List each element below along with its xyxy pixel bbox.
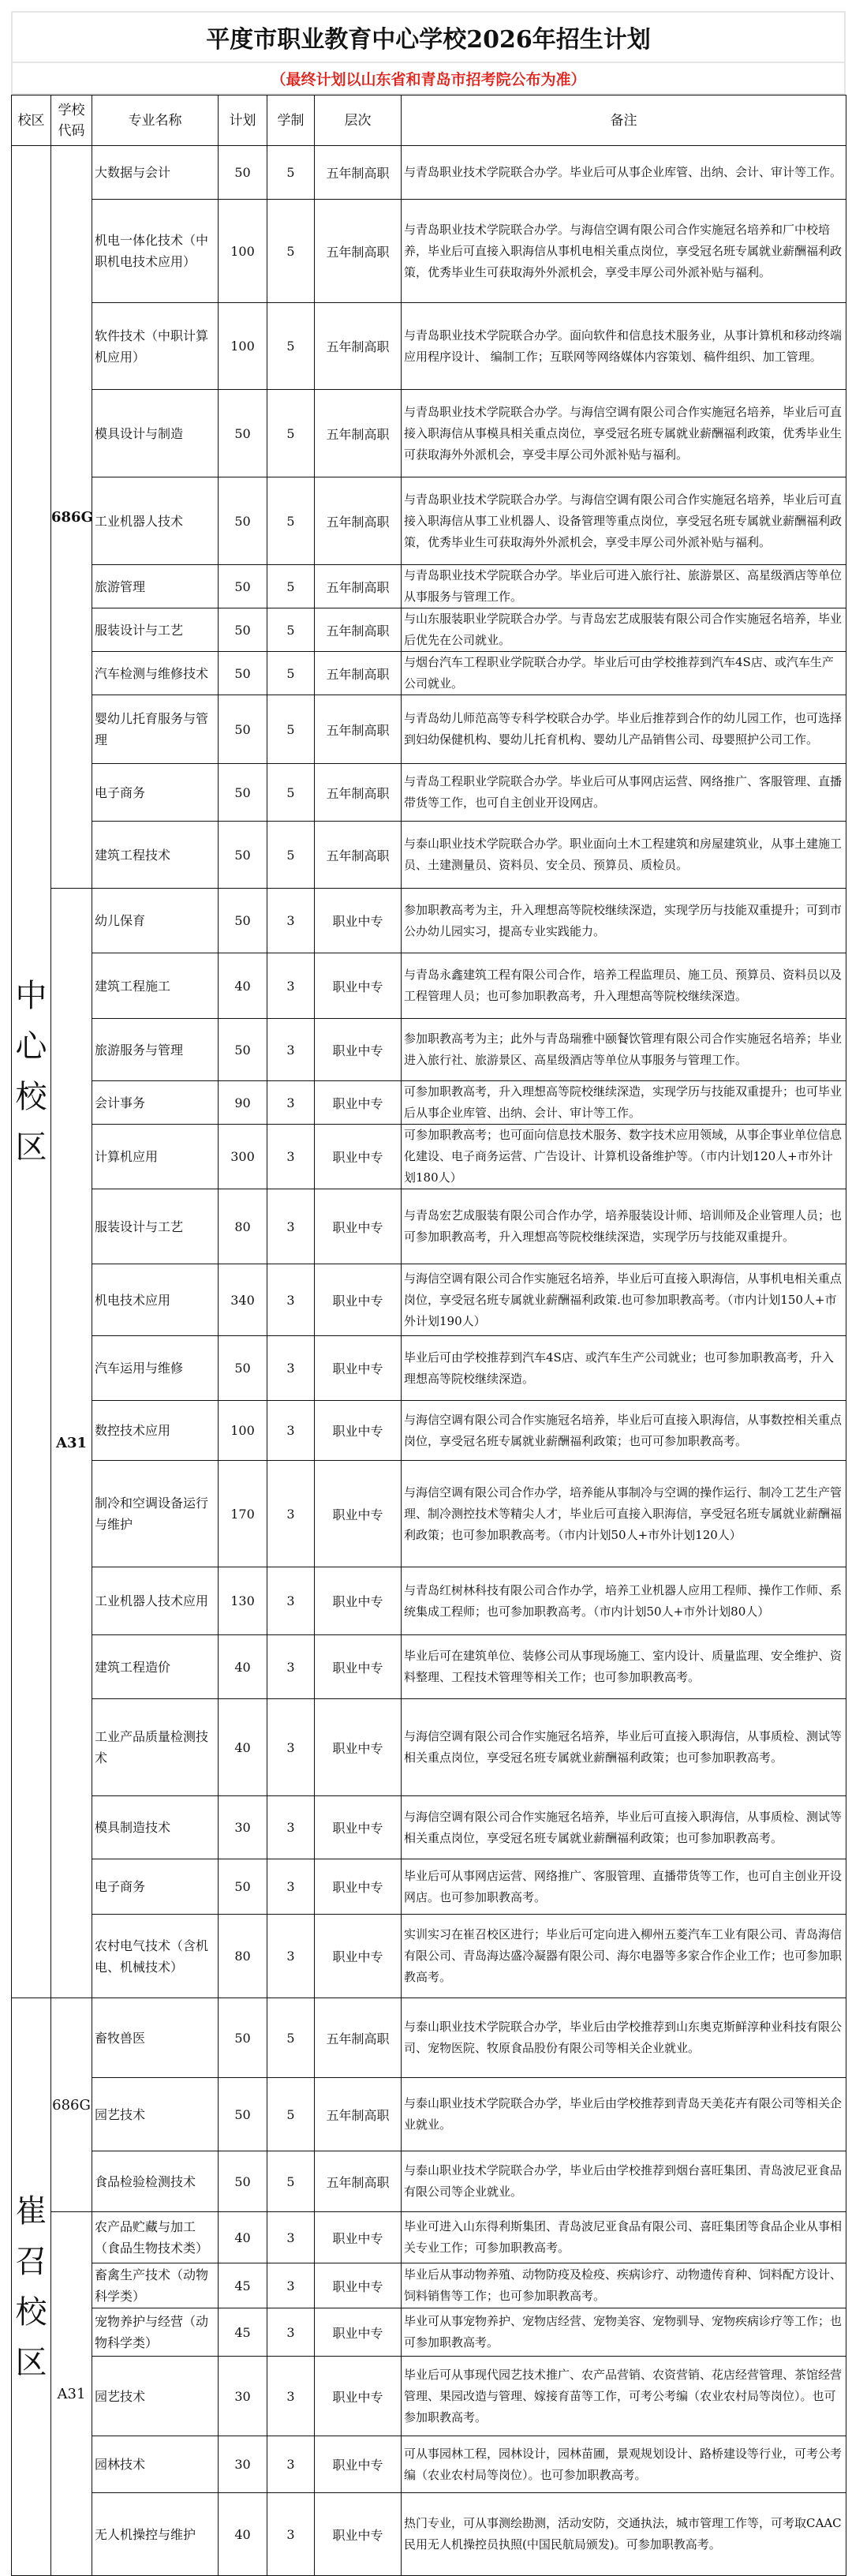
- page-title: 平度市职业教育中心学校2026年招生计划: [206, 26, 651, 54]
- level-cell: 职业中专: [315, 2263, 402, 2308]
- notes-cell: 与山东服装职业学院联合办学。与青岛宏艺成服装有限公司合作实施冠名培养，毕业后优先在公司就业。: [402, 608, 846, 652]
- major-name-cell: 数控技术应用: [92, 1401, 219, 1461]
- table-row: [12, 2493, 846, 2576]
- table-row: [12, 1461, 846, 1567]
- major-name-cell: 模具设计与制造: [92, 390, 219, 477]
- school-code-cell: 686G: [51, 1998, 92, 2212]
- campus-cell: 崔召校区: [12, 1998, 51, 2576]
- table-row: [12, 2263, 846, 2308]
- major-name-cell: 软件技术（中职计算机应用）: [92, 303, 219, 390]
- notes-cell: 与泰山职业技术学院联合办学，毕业后由学校推荐到青岛天美花卉有限公司等相关企业就业。: [402, 2078, 846, 2151]
- level-cell: 职业中专: [315, 1859, 402, 1915]
- table-row: [12, 652, 846, 695]
- major-name-cell: 模具制造技术: [92, 1796, 219, 1859]
- table-header-row: [12, 95, 846, 146]
- title-row: [11, 11, 846, 62]
- notes-cell: 与泰山职业技术学院联合办学，毕业后由学校推荐到山东奥克斯鲜淳种业科技有限公司、宠物医院、牧原食品股份有限公司等相关企业就业。: [402, 1998, 846, 2078]
- notes-cell: 实训实习在崔召校区进行；毕业后可定向进入柳州五菱汽车工业有限公司、青岛海信有限公司、青岛海达盛冷凝器有限公司、海尔电器等多家合作企业工作；也可参加职教高考。: [402, 1915, 846, 1998]
- table-row: [12, 146, 846, 200]
- table-row: [12, 1125, 846, 1189]
- major-name-cell: 食品检验检测技术: [92, 2151, 219, 2212]
- level-cell: 五年制高职: [315, 608, 402, 652]
- level-cell: 五年制高职: [315, 477, 402, 565]
- table-row: [12, 1264, 846, 1336]
- plan-count-cell: 50: [219, 652, 267, 695]
- major-name-cell: 服装设计与工艺: [92, 1189, 219, 1264]
- notes-cell: 毕业后可由学校推荐到汽车4S店、或汽车生产公司就业；也可参加职教高考，升入理想高等院校继续深造。: [402, 1336, 846, 1401]
- duration-cell: 3: [267, 1567, 315, 1635]
- major-name-cell: 旅游管理: [92, 565, 219, 608]
- level-cell: 五年制高职: [315, 390, 402, 477]
- notes-cell: 毕业后可在建筑单位、装修公司从事现场施工、室内设计、质量监理、安全维护、资料整理、工程技术管理等相关工作；也可参加职教高考。: [402, 1635, 846, 1699]
- duration-cell: 3: [267, 1336, 315, 1401]
- duration-cell: 3: [267, 2263, 315, 2308]
- plan-count-cell: 50: [219, 608, 267, 652]
- duration-cell: 5: [267, 146, 315, 200]
- table-row: [12, 695, 846, 764]
- table-row: [12, 2436, 846, 2493]
- plan-count-cell: 100: [219, 200, 267, 303]
- plan-count-cell: 340: [219, 1264, 267, 1336]
- major-name-cell: 园艺技术: [92, 2078, 219, 2151]
- level-cell: 五年制高职: [315, 2151, 402, 2212]
- level-cell: 五年制高职: [315, 1998, 402, 2078]
- major-name-cell: 婴幼儿托育服务与管理: [92, 695, 219, 764]
- level-cell: 职业中专: [315, 2436, 402, 2493]
- notes-cell: 毕业可进入山东得利斯集团、青岛波尼亚食品有限公司、喜旺集团等食品企业从事相关专业工作；可参加职教高考。: [402, 2212, 846, 2263]
- major-name-cell: 会计事务: [92, 1081, 219, 1125]
- notes-cell: 与青岛红树林科技有限公司合作办学，培养工业机器人应用工程师、操作工作师、系统集成工程师；也可参加职教高考。（市内计划50人+市外计划80人）: [402, 1567, 846, 1635]
- school-code-cell: A31: [51, 889, 92, 1998]
- table-row: [12, 1998, 846, 2078]
- duration-cell: 3: [267, 1635, 315, 1699]
- header-campus: 校区: [12, 95, 51, 146]
- level-cell: 职业中专: [315, 2212, 402, 2263]
- level-cell: 职业中专: [315, 2308, 402, 2357]
- plan-count-cell: 50: [219, 390, 267, 477]
- subtitle-row: [11, 62, 846, 95]
- table-row: [12, 2308, 846, 2357]
- table-row: [12, 2212, 846, 2263]
- duration-cell: 5: [267, 608, 315, 652]
- major-name-cell: 园林技术: [92, 2436, 219, 2493]
- level-cell: 职业中专: [315, 1336, 402, 1401]
- plan-count-cell: 50: [219, 146, 267, 200]
- duration-cell: 5: [267, 822, 315, 889]
- notes-cell: 与青岛职业技术学院联合办学。面向软件和信息技术服务业，从事计算机和移动终端应用程序设计、 编制工作；互联网等网络媒体内容策划、稿件组织、加工管理。: [402, 303, 846, 390]
- major-name-cell: 电子商务: [92, 1859, 219, 1915]
- notes-cell: 毕业后从事动物养殖、动物防疫及检疫、疾病诊疗、动物遗传育种、饲料配方设计、饲料销售等工作；也可参加职教高考。: [402, 2263, 846, 2308]
- notes-cell: 与青岛职业技术学院联合办学。与海信空调有限公司合作实施冠名培养，毕业后可直接入职海信从事工业机器人、设备管理等重点岗位，享受冠名班专属就业薪酬福利政策，优秀毕业生可获取海外外派机会，享受丰厚公司外派补贴与福利。: [402, 477, 846, 565]
- major-name-cell: 旅游服务与管理: [92, 1019, 219, 1081]
- plan-count-cell: 50: [219, 565, 267, 608]
- table-row: [12, 889, 846, 953]
- notes-cell: 与泰山职业技术学院联合办学，毕业后由学校推荐到烟台喜旺集团、青岛波尼亚食品有限公司等企业就业。: [402, 2151, 846, 2212]
- level-cell: 职业中专: [315, 889, 402, 953]
- major-name-cell: 电子商务: [92, 764, 219, 822]
- header-level: 层次: [315, 95, 402, 146]
- level-cell: 五年制高职: [315, 303, 402, 390]
- duration-cell: 3: [267, 1859, 315, 1915]
- duration-cell: 3: [267, 1189, 315, 1264]
- major-name-cell: 汽车检测与维修技术: [92, 652, 219, 695]
- notes-cell: 与泰山职业技术学院联合办学。职业面向土木工程建筑和房屋建筑业，从事土建施工员、土建测量员、资料员、安全员、预算员、质检员。: [402, 822, 846, 889]
- table-row: [12, 2357, 846, 2436]
- duration-cell: 3: [267, 2493, 315, 2576]
- plan-count-cell: 80: [219, 1189, 267, 1264]
- plan-count-cell: 50: [219, 1336, 267, 1401]
- plan-count-cell: 45: [219, 2308, 267, 2357]
- major-name-cell: 农村电气技术（含机电、机械技术）: [92, 1915, 219, 1998]
- plan-count-cell: 100: [219, 303, 267, 390]
- major-name-cell: 机电技术应用: [92, 1264, 219, 1336]
- table-row: [12, 822, 846, 889]
- notes-cell: 与青岛职业技术学院联合办学。与海信空调有限公司合作实施冠名培养，毕业后可直接入职海信从事模具相关重点岗位，享受冠名班专属就业薪酬福利政策，优秀毕业生可获取海外外派机会，享受丰厚公司外派补贴与福利。: [402, 390, 846, 477]
- duration-cell: 3: [267, 889, 315, 953]
- plan-count-cell: 40: [219, 2493, 267, 2576]
- plan-count-cell: 40: [219, 2212, 267, 2263]
- level-cell: 五年制高职: [315, 200, 402, 303]
- level-cell: 职业中专: [315, 1461, 402, 1567]
- plan-count-cell: 50: [219, 1859, 267, 1915]
- notes-cell: 参加职教高考为主，升入理想高等院校继续深造，实现学历与技能双重提升；可到市公办幼儿园实习，提高专业实践能力。: [402, 889, 846, 953]
- major-name-cell: 畜牧兽医: [92, 1998, 219, 2078]
- duration-cell: 5: [267, 390, 315, 477]
- duration-cell: 3: [267, 953, 315, 1019]
- plan-count-cell: 50: [219, 889, 267, 953]
- level-cell: 职业中专: [315, 1264, 402, 1336]
- plan-count-cell: 90: [219, 1081, 267, 1125]
- plan-count-cell: 50: [219, 1998, 267, 2078]
- major-name-cell: 建筑工程施工: [92, 953, 219, 1019]
- plan-count-cell: 50: [219, 695, 267, 764]
- header-years: 学制: [267, 95, 315, 146]
- notes-cell: 与海信空调有限公司合作实施冠名培养，毕业后可直接入职海信，从事机电相关重点岗位，享受冠名班专属就业薪酬福利政策.也可参加职教高考。（市内计划150人+市外计划190人）: [402, 1264, 846, 1336]
- plan-count-cell: 40: [219, 1699, 267, 1796]
- plan-count-cell: 50: [219, 2078, 267, 2151]
- table-row: [12, 1189, 846, 1264]
- duration-cell: 3: [267, 1081, 315, 1125]
- level-cell: 五年制高职: [315, 652, 402, 695]
- duration-cell: 3: [267, 2436, 315, 2493]
- notes-cell: 与青岛幼儿师范高等专科学校联合办学。毕业后推荐到合作的幼儿园工作，也可选择到妇幼保健机构、婴幼儿托育机构、婴幼儿产品销售公司、母婴照护公司工作。: [402, 695, 846, 764]
- table-row: [12, 200, 846, 303]
- major-name-cell: 建筑工程技术: [92, 822, 219, 889]
- level-cell: 职业中专: [315, 2493, 402, 2576]
- duration-cell: 3: [267, 1264, 315, 1336]
- level-cell: 职业中专: [315, 1081, 402, 1125]
- level-cell: 职业中专: [315, 1189, 402, 1264]
- level-cell: 职业中专: [315, 1567, 402, 1635]
- level-cell: 五年制高职: [315, 565, 402, 608]
- duration-cell: 3: [267, 2357, 315, 2436]
- duration-cell: 5: [267, 303, 315, 390]
- table-row: [12, 953, 846, 1019]
- notes-cell: 与海信空调有限公司合作实施冠名培养，毕业后可直接入职海信，从事数控相关重点岗位，享受冠名班专属就业薪酬福利政策；也可可参加职教高考。: [402, 1401, 846, 1461]
- notes-cell: 与青岛永鑫建筑工程有限公司合作，培养工程监理员、施工员、预算员、资料员以及工程管理人员；也可参加职教高考，升入理想高等院校继续深造。: [402, 953, 846, 1019]
- plan-count-cell: 300: [219, 1125, 267, 1189]
- duration-cell: 5: [267, 200, 315, 303]
- major-name-cell: 工业机器人技术: [92, 477, 219, 565]
- duration-cell: 5: [267, 2078, 315, 2151]
- plan-count-cell: 40: [219, 953, 267, 1019]
- level-cell: 职业中专: [315, 2357, 402, 2436]
- duration-cell: 5: [267, 2151, 315, 2212]
- major-name-cell: 无人机操控与维护: [92, 2493, 219, 2576]
- table-row: [12, 1699, 846, 1796]
- major-name-cell: 制冷和空调设备运行与维护: [92, 1461, 219, 1567]
- notes-cell: 与青岛职业技术学院联合办学。毕业后可进入旅行社、旅游景区、高星级酒店等单位从事服务与管理工作。: [402, 565, 846, 608]
- major-name-cell: 服装设计与工艺: [92, 608, 219, 652]
- plan-count-cell: 50: [219, 2151, 267, 2212]
- enrollment-table: [11, 95, 846, 2576]
- notes-cell: 与海信空调有限公司合作实施冠名培养，毕业后可直接入职海信，从事质检、测试等相关重点岗位，享受冠名班专属就业薪酬福利政策；也可参加职教高考。: [402, 1699, 846, 1796]
- duration-cell: 5: [267, 695, 315, 764]
- duration-cell: 3: [267, 1125, 315, 1189]
- plan-count-cell: 50: [219, 764, 267, 822]
- duration-cell: 3: [267, 2308, 315, 2357]
- campus-cell: 中心校区: [12, 146, 51, 1998]
- school-code-cell: 686G: [51, 146, 92, 889]
- major-name-cell: 汽车运用与维修: [92, 1336, 219, 1401]
- duration-cell: 3: [267, 2212, 315, 2263]
- major-name-cell: 工业机器人技术应用: [92, 1567, 219, 1635]
- table-body: [12, 146, 846, 2576]
- school-code-cell: A31: [51, 2212, 92, 2576]
- plan-count-cell: 50: [219, 477, 267, 565]
- table-row: [12, 1915, 846, 1998]
- notes-cell: 与烟台汽车工程职业学院联合办学。毕业后可由学校推荐到汽车4S店、或汽车生产公司就业。: [402, 652, 846, 695]
- level-cell: 职业中专: [315, 953, 402, 1019]
- major-name-cell: 畜禽生产技术（动物科学类）: [92, 2263, 219, 2308]
- plan-count-cell: 130: [219, 1567, 267, 1635]
- major-name-cell: 宠物养护与经营（动物科学类）: [92, 2308, 219, 2357]
- duration-cell: 5: [267, 764, 315, 822]
- enrollment-plan-sheet: [11, 11, 846, 2576]
- notes-cell: 与青岛工程职业学院联合办学。毕业后可从事网店运营、网络推广、客服管理、直播带货等工作，也可自主创业开设网店。: [402, 764, 846, 822]
- plan-count-cell: 45: [219, 2263, 267, 2308]
- notes-cell: 可从事园林工程，园林设计，园林苗圃，景观规划设计、路桥建设等行业，可考公考编（农业农村局等岗位）。也可参加职教高考。: [402, 2436, 846, 2493]
- plan-count-cell: 30: [219, 1796, 267, 1859]
- major-name-cell: 工业产品质量检测技术: [92, 1699, 219, 1796]
- level-cell: 职业中专: [315, 1699, 402, 1796]
- level-cell: 职业中专: [315, 1635, 402, 1699]
- duration-cell: 5: [267, 1998, 315, 2078]
- plan-count-cell: 50: [219, 1019, 267, 1081]
- notes-cell: 毕业可从事宠物养护、宠物店经营、宠物美容、宠物驯导、宠物疾病诊疗等工作；也可参加职教高考。: [402, 2308, 846, 2357]
- duration-cell: 3: [267, 1461, 315, 1567]
- plan-count-cell: 30: [219, 2436, 267, 2493]
- duration-cell: 5: [267, 477, 315, 565]
- major-name-cell: 建筑工程造价: [92, 1635, 219, 1699]
- major-name-cell: 大数据与会计: [92, 146, 219, 200]
- table-row: [12, 390, 846, 477]
- duration-cell: 3: [267, 1019, 315, 1081]
- page-subtitle: （最终计划以山东省和青岛市招考院公布为准）: [271, 70, 586, 88]
- table-row: [12, 477, 846, 565]
- level-cell: 职业中专: [315, 1796, 402, 1859]
- plan-count-cell: 80: [219, 1915, 267, 1998]
- notes-cell: 毕业后可从事网店运营、网络推广、客服管理、直播带货等工作，也可自主创业开设网店。也可参加职教高考。: [402, 1859, 846, 1915]
- header-plan: 计划: [219, 95, 267, 146]
- level-cell: 五年制高职: [315, 2078, 402, 2151]
- header-major: 专业名称: [92, 95, 219, 146]
- table-row: [12, 1081, 846, 1125]
- level-cell: 五年制高职: [315, 695, 402, 764]
- table-row: [12, 608, 846, 652]
- notes-cell: 与青岛职业技术学院联合办学。与海信空调有限公司合作实施冠名培养和厂中校培养，毕业后可直接入职海信从事机电相关重点岗位，享受冠名班专属就业薪酬福利政策，优秀毕业生可获取海外外派机会，享受丰厚公司外派补贴与福利。: [402, 200, 846, 303]
- table-row: [12, 764, 846, 822]
- table-row: [12, 1019, 846, 1081]
- notes-cell: 与海信空调有限公司合作实施冠名培养，毕业后可直接入职海信，从事质检、测试等相关重点岗位，享受冠名班专属就业薪酬福利政策；也可参加职教高考。: [402, 1796, 846, 1859]
- level-cell: 五年制高职: [315, 146, 402, 200]
- plan-count-cell: 100: [219, 1401, 267, 1461]
- plan-count-cell: 30: [219, 2357, 267, 2436]
- table-row: [12, 1635, 846, 1699]
- table-row: [12, 1859, 846, 1915]
- duration-cell: 3: [267, 1915, 315, 1998]
- table-row: [12, 1401, 846, 1461]
- header-code: 学校代码: [51, 95, 92, 146]
- level-cell: 职业中专: [315, 1125, 402, 1189]
- major-name-cell: 园艺技术: [92, 2357, 219, 2436]
- major-name-cell: 农产品贮藏与加工（食品生物技术类）: [92, 2212, 219, 2263]
- notes-cell: 参加职教高考为主；此外与青岛瑞雅中颐餐饮管理有限公司合作实施冠名培养；毕业进入旅行社、旅游景区、高星级酒店等单位从事服务与管理工作。: [402, 1019, 846, 1081]
- plan-count-cell: 50: [219, 822, 267, 889]
- duration-cell: 3: [267, 1699, 315, 1796]
- level-cell: 五年制高职: [315, 764, 402, 822]
- notes-cell: 与青岛职业技术学院联合办学。毕业后可从事企业库管、出纳、会计、审计等工作。: [402, 146, 846, 200]
- major-name-cell: 幼儿保育: [92, 889, 219, 953]
- table-row: [12, 1567, 846, 1635]
- notes-cell: 与海信空调有限公司合作办学，培养能从事制冷与空调的操作运行、制冷工艺生产管理、制冷测控技术等精尖人才，毕业后可直接入职海信，享受冠名班专属就业薪酬福利政策；也可参加职教高考。（市内计划50人+市外计划120人）: [402, 1461, 846, 1567]
- level-cell: 职业中专: [315, 1401, 402, 1461]
- duration-cell: 3: [267, 1401, 315, 1461]
- table-row: [12, 1796, 846, 1859]
- duration-cell: 5: [267, 652, 315, 695]
- table-row: [12, 303, 846, 390]
- table-row: [12, 2078, 846, 2151]
- major-name-cell: 计算机应用: [92, 1125, 219, 1189]
- table-row: [12, 2151, 846, 2212]
- header-notes: 备注: [402, 95, 846, 146]
- notes-cell: 毕业后可从事现代园艺技术推广、农产品营销、农资营销、花店经营管理、茶馆经营管理、果园改造与管理、嫁接育苗等工作，可考公考编（农业农村局等岗位）。也可参加职教高考。: [402, 2357, 846, 2436]
- major-name-cell: 机电一体化技术（中职机电技术应用）: [92, 200, 219, 303]
- level-cell: 职业中专: [315, 1915, 402, 1998]
- duration-cell: 5: [267, 565, 315, 608]
- notes-cell: 与青岛宏艺成服装有限公司合作办学，培养服装设计师、培训师及企业管理人员；也可参加职教高考，升入理想高等院校继续深造，实现学历与技能双重提升。: [402, 1189, 846, 1264]
- level-cell: 职业中专: [315, 1019, 402, 1081]
- table-row: [12, 565, 846, 608]
- plan-count-cell: 40: [219, 1635, 267, 1699]
- duration-cell: 3: [267, 1796, 315, 1859]
- table-row: [12, 1336, 846, 1401]
- level-cell: 五年制高职: [315, 822, 402, 889]
- plan-count-cell: 170: [219, 1461, 267, 1567]
- notes-cell: 可参加职教高考；也可面向信息技术服务、数字技术应用领域，从事企事业单位信息化建设、电子商务运营、广告设计、计算机设备维护等。（市内计划120人+市外计划180人）: [402, 1125, 846, 1189]
- notes-cell: 可参加职教高考，升入理想高等院校继续深造，实现学历与技能双重提升；也可毕业后从事企业库管、出纳、会计、审计等工作。: [402, 1081, 846, 1125]
- notes-cell: 热门专业，可从事测绘勘测，活动安防，交通执法，城市管理工作等，可考取CAAC民用无人机操控员执照(中国民航局颁发)。可参加职教高考。: [402, 2493, 846, 2576]
